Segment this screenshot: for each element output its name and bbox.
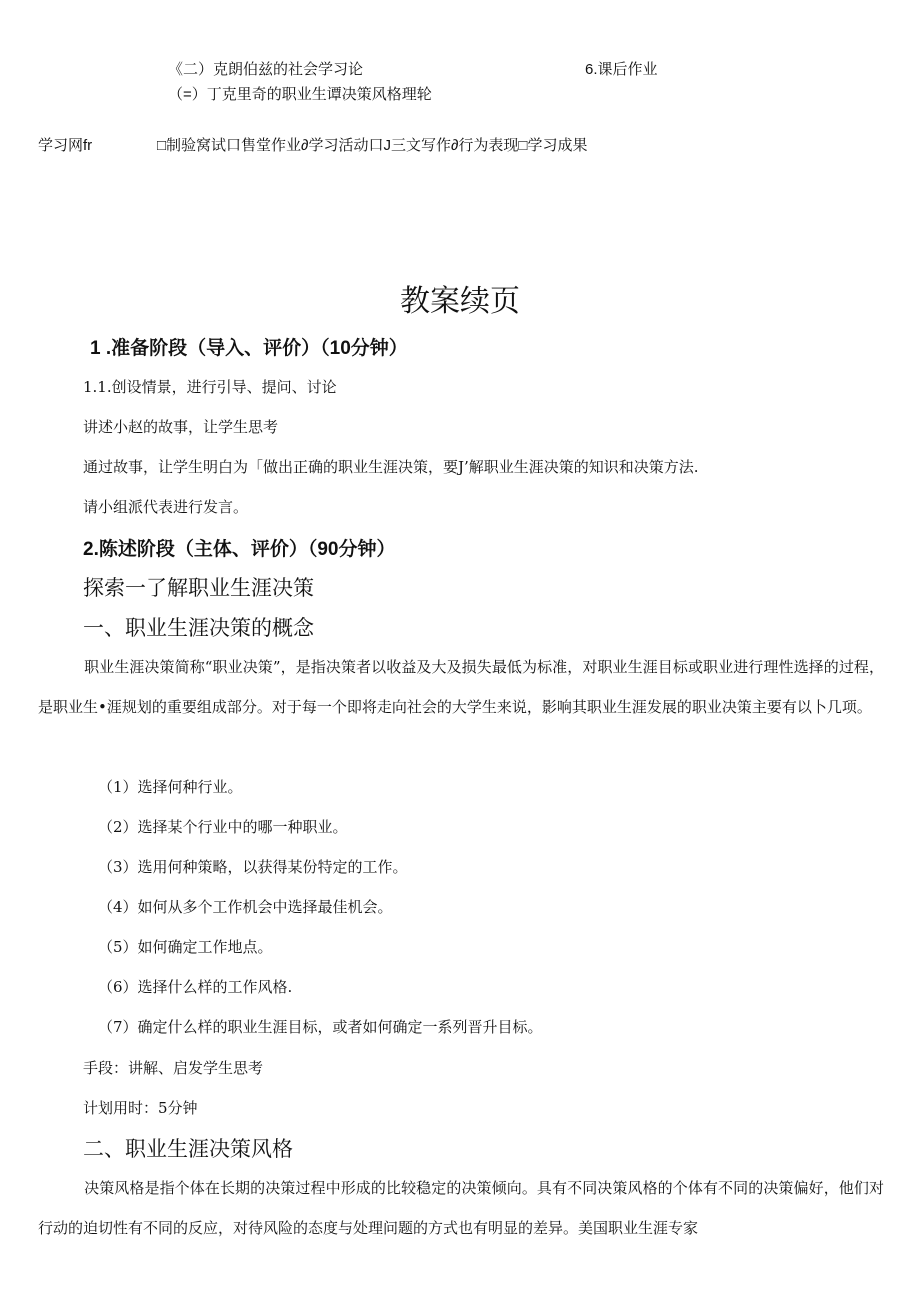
plan-time-line: 计划用时：5分钟	[83, 1099, 198, 1117]
top-line-2: （=）丁克里奇的职业生谭决策风格理轮	[168, 86, 432, 103]
list-item: （6）选择什么样的工作风格.	[98, 978, 293, 996]
list-item: （3）选用何种策略，以获得某份特定的工作。	[98, 858, 408, 876]
style-heading: 二、职业生涯决策风格	[83, 1138, 293, 1161]
concept-paragraph-text: 职业生涯决策简称“职业决策”，是指决策者以收益及大及损失最低为标准，对职业生涯目标或职业进行理性选择的过程，是职业生•涯规划的重要组成部分。对于每一个即将走向社会的大学生来说，影响其职业生涯发展的职业决策主要有以卜几项。	[38, 658, 884, 716]
style-paragraph	[38, 1168, 884, 1248]
page-title: 教案续页	[400, 284, 520, 319]
section2-heading: 2.陈述阶段（主体、评价）（90分钟）	[83, 539, 396, 560]
list-item: （2）选择某个行业中的哪一种职业。	[98, 818, 348, 836]
explore-heading: 探索一了解职业生涯决策	[83, 577, 314, 600]
style-paragraph-text: 决策风格是指个体在长期的决策过程中形成的比较稳定的决策倾向。具有不同决策风格的个体有不同的决策偏好，他们对行动的迫切性有不同的反应，对待风险的态度与处理问题的方式也有明显的差异。美国职业生涯专家	[38, 1179, 884, 1237]
homework-item: 6.课后作业	[585, 61, 658, 78]
s1-line-4: 请小组派代表进行发言。	[83, 498, 249, 516]
concept-paragraph	[38, 647, 884, 727]
list-item: （4）如何从多个工作机会中选择最佳机会。	[98, 898, 393, 916]
top-line-1: 《二）克朗伯兹的社会学习论	[168, 61, 364, 78]
study-label: 学习网fr	[38, 137, 93, 154]
method-line: 手段：讲解、启发学生思考	[83, 1059, 264, 1077]
s1-line-1: 1.1.创设情景，进行引导、提问、讨论	[83, 378, 337, 396]
list-item: （7）确定什么样的职业生涯目标，或者如何确定一系列晋升目标。	[98, 1018, 543, 1036]
section1-heading: 1 .准备阶段（导入、评价）（10分钟）	[90, 338, 408, 359]
list-item: （5）如何确定工作地点。	[98, 938, 273, 956]
s1-line-3: 通过故事，让学生明白为「做出正确的职业生涯决策，要J’解职业生涯决策的知识和决策方法.	[83, 458, 699, 476]
list-item: （1）选择何种行业。	[98, 778, 243, 796]
study-options: □制验窝试口售堂作业∂学习活动口J三文写作∂行为表现□学习成果	[157, 137, 588, 154]
s1-line-2: 讲述小赵的故事，让学生思考	[83, 418, 279, 436]
concept-heading: 一、职业生涯决策的概念	[83, 617, 314, 640]
